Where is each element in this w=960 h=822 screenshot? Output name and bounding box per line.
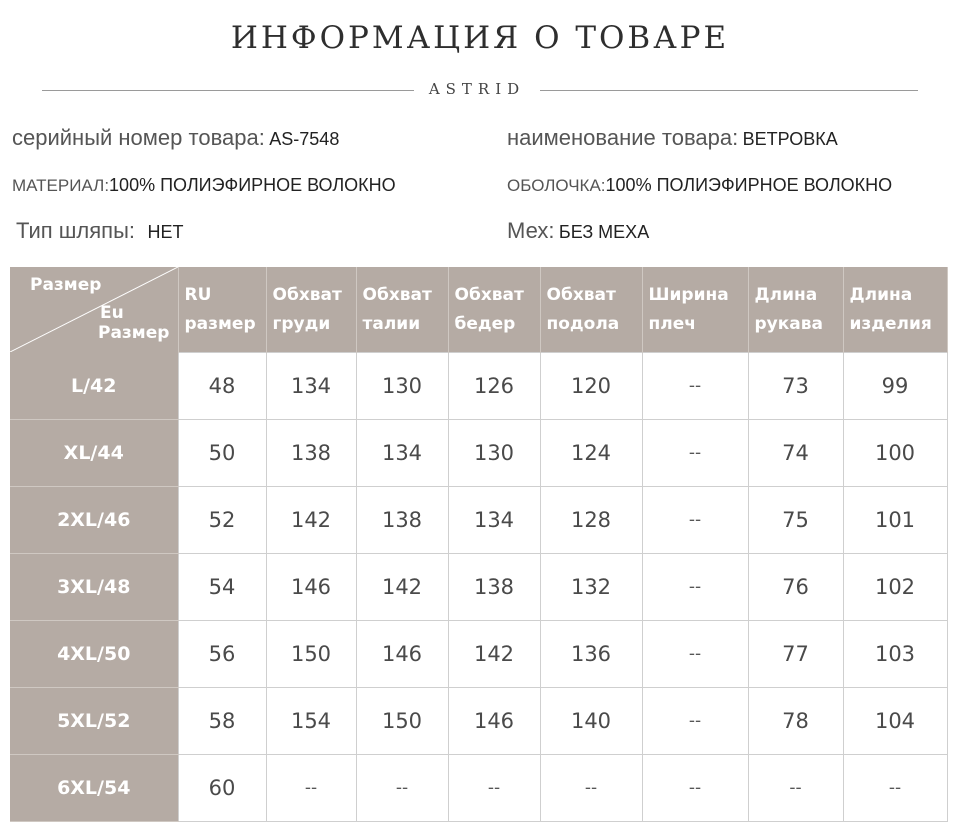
size-cell: 5XL/52 [10, 688, 178, 755]
column-header: Ширина плеч [642, 267, 748, 353]
table-row [10, 621, 947, 688]
table-cell: 130 [448, 420, 540, 487]
page-title: ИНФОРМАЦИЯ О ТОВАРЕ [230, 20, 730, 56]
fur-value: БЕЗ МЕХА [558, 222, 650, 242]
size-cell: 6XL/54 [10, 755, 178, 822]
table-cell: 120 [540, 353, 642, 420]
hat-type-value: НЕТ [147, 222, 184, 242]
product-name-label: наименование товара: [507, 125, 739, 150]
table-cell: 104 [843, 688, 947, 755]
table-cell: -- [642, 420, 748, 487]
shell-label: ОБОЛОЧКА: [507, 176, 606, 195]
table-row [10, 755, 947, 822]
table-cell: 124 [540, 420, 642, 487]
table-cell: 58 [178, 688, 266, 755]
brand-name: ASTRID [428, 80, 526, 98]
table-cell: -- [266, 755, 356, 822]
table-row [10, 554, 947, 621]
column-header: RU размер [178, 267, 266, 353]
table-cell: 138 [356, 487, 448, 554]
shell-value: 100% ПОЛИЭФИРНОЕ ВОЛОКНО [605, 175, 893, 195]
divider-right [540, 90, 918, 91]
serial-number-row [12, 125, 339, 151]
table-cell: 126 [448, 353, 540, 420]
table-cell: 50 [178, 420, 266, 487]
size-cell: XL/44 [10, 420, 178, 487]
table-cell: 48 [178, 353, 266, 420]
table-row [10, 487, 947, 554]
table-cell: 102 [843, 554, 947, 621]
table-cell: 136 [540, 621, 642, 688]
table-cell: 146 [448, 688, 540, 755]
size-table [10, 267, 948, 822]
column-header: Длина рукава [748, 267, 843, 353]
size-cell: 4XL/50 [10, 621, 178, 688]
table-cell: 150 [356, 688, 448, 755]
table-cell: 100 [843, 420, 947, 487]
table-cell: 99 [843, 353, 947, 420]
serial-number-label: серийный номер товара: [12, 125, 265, 150]
table-cell: -- [843, 755, 947, 822]
material-label: МАТЕРИАЛ: [12, 176, 110, 195]
table-cell: 130 [356, 353, 448, 420]
table-cell: 138 [448, 554, 540, 621]
table-cell: 103 [843, 621, 947, 688]
hat-type-row [16, 218, 183, 244]
table-cell: -- [540, 755, 642, 822]
shell-row [507, 175, 892, 196]
table-cell: 138 [266, 420, 356, 487]
fur-label: Мех: [507, 218, 555, 243]
table-cell: 146 [356, 621, 448, 688]
table-cell: -- [642, 554, 748, 621]
material-row [12, 175, 396, 196]
table-cell: 142 [448, 621, 540, 688]
table-cell: 146 [266, 554, 356, 621]
table-header-row [10, 267, 947, 353]
column-header: Обхват бедер [448, 267, 540, 353]
table-cell: 75 [748, 487, 843, 554]
table-cell: 134 [266, 353, 356, 420]
table-cell: 128 [540, 487, 642, 554]
table-cell: -- [642, 487, 748, 554]
table-cell: -- [448, 755, 540, 822]
table-cell: -- [642, 353, 748, 420]
table-cell: -- [642, 621, 748, 688]
column-header: Длина изделия [843, 267, 947, 353]
table-cell: 132 [540, 554, 642, 621]
corner-eu-label: Eu [100, 303, 124, 323]
corner-header [10, 267, 178, 353]
table-row [10, 353, 947, 420]
material-value: 100% ПОЛИЭФИРНОЕ ВОЛОКНО [109, 175, 396, 195]
size-cell: 2XL/46 [10, 487, 178, 554]
table-cell: 52 [178, 487, 266, 554]
corner-size-label: Размер [30, 275, 102, 295]
table-cell: 150 [266, 621, 356, 688]
column-header: Обхват подола [540, 267, 642, 353]
product-name-row [507, 125, 838, 151]
table-cell: 142 [266, 487, 356, 554]
table-cell: 56 [178, 621, 266, 688]
table-cell: 154 [266, 688, 356, 755]
table-cell: 78 [748, 688, 843, 755]
table-cell: 60 [178, 755, 266, 822]
size-cell: L/42 [10, 353, 178, 420]
divider-left [42, 90, 414, 91]
corner-eu-size-label: Размер [98, 323, 170, 343]
hat-type-label: Тип шляпы: [16, 218, 136, 243]
table-cell: 140 [540, 688, 642, 755]
product-name-value: ВЕТРОВКА [742, 129, 838, 149]
table-cell: 77 [748, 621, 843, 688]
table-cell: 76 [748, 554, 843, 621]
table-cell: 134 [356, 420, 448, 487]
table-cell: 101 [843, 487, 947, 554]
table-row [10, 688, 947, 755]
fur-row [507, 218, 649, 244]
table-cell: 142 [356, 554, 448, 621]
table-cell: -- [356, 755, 448, 822]
table-cell: 73 [748, 353, 843, 420]
serial-number-value: AS-7548 [269, 129, 340, 149]
table-cell: -- [642, 688, 748, 755]
table-cell: 74 [748, 420, 843, 487]
table-cell: 54 [178, 554, 266, 621]
table-cell: 134 [448, 487, 540, 554]
table-cell: -- [642, 755, 748, 822]
size-cell: 3XL/48 [10, 554, 178, 621]
column-header: Обхват груди [266, 267, 356, 353]
table-row [10, 420, 947, 487]
table-cell: -- [748, 755, 843, 822]
column-header: Обхват талии [356, 267, 448, 353]
